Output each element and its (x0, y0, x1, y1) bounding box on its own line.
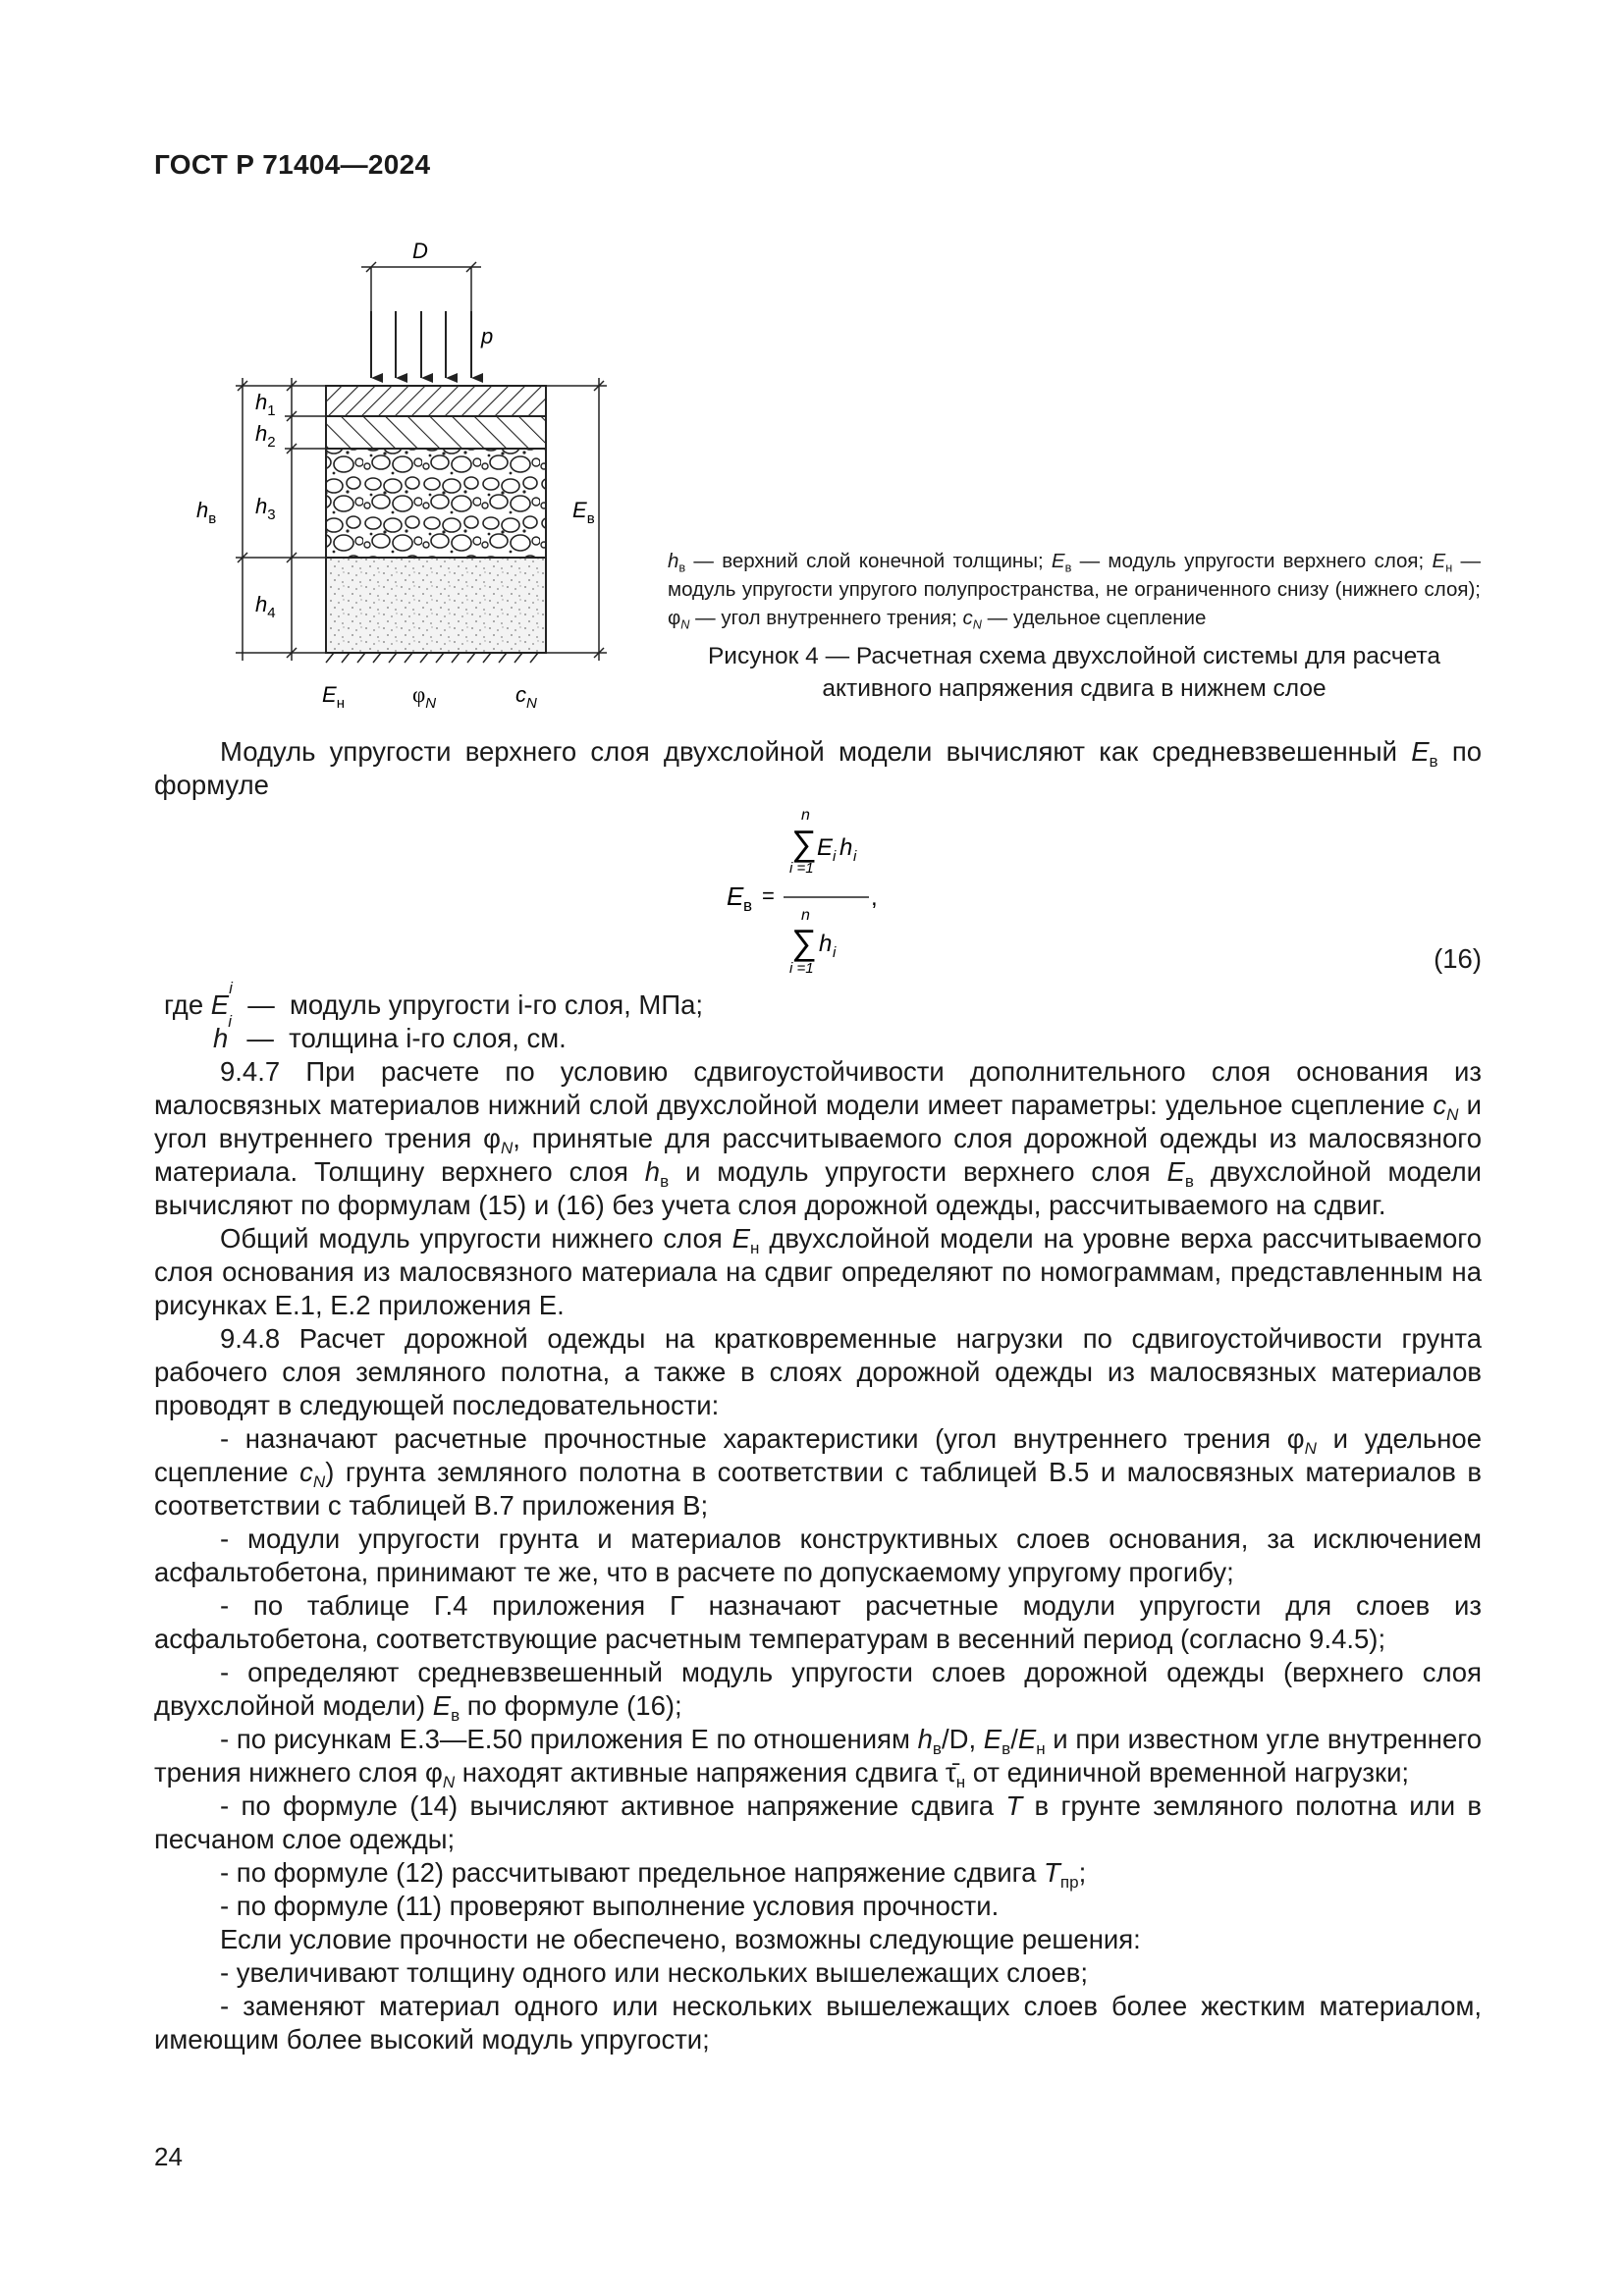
body-text (154, 735, 1482, 2056)
list-item: - определяют средневзвешенный модуль упругости слоев дорожной одежды (верхнего слоя двухслойной модели) $E_в$ по формуле (16); (154, 1657, 1482, 1725)
paragraph-common-modulus: Общий модуль упругости нижнего слоя $E_н$ двухслойной модели на уровне верха рассчитываемого слоя основания из малосвязного материала на сдвиг определяют по номограммам, представленным на рисунках Е.1, Е.2 приложения Е. (154, 1223, 1482, 1320)
list-item: - по таблице Г.4 приложения Г назначают расчетные модули упругости для слоев из асфальтобетона, соответствующие расчетным температурам в весенний период (согласно 9.4.5); (154, 1590, 1482, 1654)
svg-text:h: h (819, 931, 833, 957)
svg-text:E: E (727, 881, 744, 911)
label-h3: h (255, 494, 268, 518)
label-D: D (412, 240, 428, 263)
svg-text:в: в (743, 896, 753, 915)
svg-text:cN: $c_N$ (515, 682, 537, 712)
diameter-dimension (361, 240, 481, 311)
where-Ei: где E i — модуль упругости i-го слоя, МПа; (164, 979, 704, 1020)
where-hi: h i — толщина i-го слоя, см. (213, 1012, 567, 1053)
list-item: - по формуле (12) рассчитывают предельное напряжение сдвига $T_{пр}$; (220, 1857, 1087, 1892)
paragraph-intro: Модуль упругости верхнего слоя двухслойной модели вычисляют как средневзвешенный $E_в$ по формуле (154, 736, 1483, 800)
svg-text:i: i (833, 848, 837, 865)
ground-hatching (326, 653, 546, 663)
svg-text:φN: $\varphi_N$ (412, 682, 437, 712)
label-Ev: E (572, 498, 587, 522)
layer-1 (326, 386, 546, 416)
svg-text:∑: ∑ (791, 823, 817, 863)
svg-text:Eв: $E_в$ (572, 498, 595, 527)
formula-explanation (154, 979, 1482, 1055)
two-layer-scheme-figure (187, 240, 648, 712)
list-item: - по рисункам Е.3—Е.50 приложения Е по отношениям $h_в/D$, $E_в/E_н$ и при известном угле внутреннего трения нижнего слоя $\varphi_N$ находят активные напряжения сдвига $\taū_н$ от единичной временной нагрузки; (154, 1724, 1482, 1791)
list-item: - увеличивают толщину одного или нескольких вышележащих слоев; (220, 1957, 1089, 1988)
svg-text:,: , (871, 884, 878, 911)
label-En: E (322, 682, 337, 707)
label-cN: c (515, 682, 526, 707)
list-item: - модули упругости грунта и материалов конструктивных слоев основания, за исключением асфальтобетона, принимают те же, что в расчете по допускаемому упругому прогибу; (154, 1523, 1482, 1587)
left-dimensions (236, 378, 326, 661)
label-h4: h (255, 592, 268, 616)
svg-text:h3: $h_3$ (255, 494, 276, 523)
layer-2 (326, 416, 546, 449)
svg-text:n: n (801, 807, 810, 824)
svg-text:h2: $h_2$ (255, 421, 276, 451)
list-item: - назначают расчетные прочностные характеристики (угол внутреннего трения $\varphi_N$ и удельное сцепление $c_N$) грунта земляного полотна в соответствии с таблицей В.5 и малосвязных материалов в соответствии с таблицей В.7 приложения В; (154, 1423, 1483, 1521)
svg-text:h: h (839, 834, 853, 861)
formula-svg (717, 804, 913, 981)
svg-text:i: i (833, 944, 837, 961)
svg-text:i =1: i =1 (789, 860, 814, 877)
svg-text:Eн: $E_н$ (322, 682, 345, 712)
layer-3-crushed-stone (326, 449, 546, 558)
svg-text:∑: ∑ (791, 922, 817, 962)
svg-text:hв: $h_в$ (196, 498, 217, 527)
svg-text:=: = (762, 883, 775, 908)
load-arrows (371, 311, 471, 378)
list-item: - по формуле (14) вычисляют активное напряжение сдвига T в грунте земляного полотна или в песчаном слое одежды; (154, 1790, 1482, 1854)
svg-text:h1: $h_1$ (255, 390, 276, 419)
svg-text:n: n (801, 907, 810, 924)
page-number: 24 (154, 2142, 183, 2171)
svg-text:h4: $h_4$ (255, 592, 276, 621)
paragraph-if-not-ensured: Если условие прочности не обеспечено, возможны следующие решения: (220, 1924, 1141, 1954)
label-h1: h (255, 390, 268, 414)
label-h2: h (255, 421, 268, 446)
layer-4-sand (326, 558, 546, 653)
paragraph-9-4-7: 9.4.7 При расчете по условию сдвигоустойчивости дополнительного слоя основания из малосвязных материалов нижний слой двухслойной модели имеет параметры: удельное сцепление $c_N$ и угол внутреннего трения $\varphi_N$, принятые для рассчитываемого слоя дорожной одежды из малосвязного материала. Толщину верхнего слоя $h_в$ и модуль упругости верхнего слоя $E_в$ двухслойной модели вычисляют по формулам (15) и (16) без учета слоя дорожной одежды, рассчитываемого на сдвиг. (154, 1056, 1482, 1220)
svg-text:i =1: i =1 (789, 960, 814, 977)
label-phiN: φ (412, 682, 426, 707)
figure-caption: Рисунок 4 — Расчетная схема двухслойной системы для расчета активного напряжения сдвига в нижнем слое (707, 643, 1441, 702)
figure-legend: $h_в$ — верхний слой конечной толщины; $E_в$ — модуль упругости верхнего слоя; $E_н$ — модуль упругости упругого полупространства, не ограниченного снизу (нижнего слоя); $\varphi_N$ — угол внутреннего трения; $c_N$ — удельное сцепление (668, 550, 1481, 632)
formula-16 (154, 802, 1482, 988)
paragraph-9-4-8: 9.4.8 Расчет дорожной одежды на кратковременные нагрузки по сдвигоустойчивости грунта рабочего слоя земляного полотна, а также в слоях дорожной одежды из малосвязных материалов проводят в следующей последовательности: (154, 1323, 1482, 1420)
formula-number: (16) (1434, 943, 1482, 974)
svg-text:i: i (853, 848, 857, 865)
label-hv: h (196, 498, 209, 522)
list-item: - заменяют материал одного или нескольких вышележащих слоев более жестким материалом, имеющим более высокий модуль упругости; (154, 1991, 1482, 2055)
list-item: - по формуле (11) проверяют выполнение условия прочности. (220, 1891, 1000, 1921)
label-p: p (481, 324, 494, 348)
document-header: ГОСТ Р 71404—2024 (154, 149, 431, 180)
svg-text:E: E (817, 834, 834, 861)
